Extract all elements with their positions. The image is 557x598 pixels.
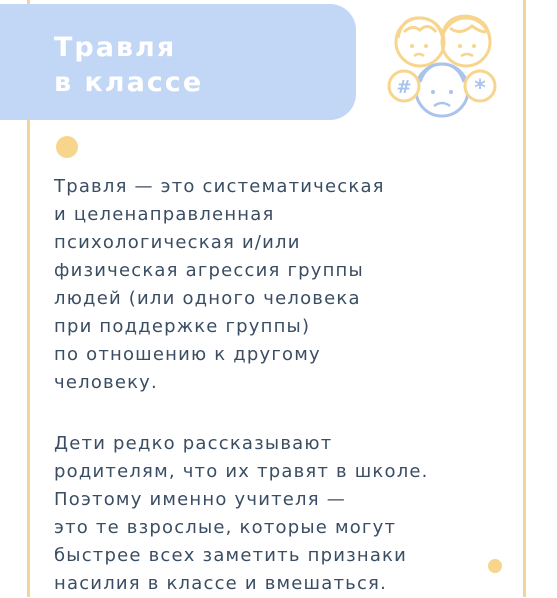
asterisk-bubble-icon bbox=[465, 71, 495, 101]
text-line: психологическая и/или bbox=[54, 232, 301, 253]
text-line: людей (или одного человека bbox=[54, 288, 361, 309]
decorative-dot-bottom bbox=[488, 559, 502, 573]
title-line: Травля bbox=[54, 32, 177, 63]
hash-symbol: # bbox=[396, 77, 412, 98]
text-line: Дети редко рассказывают bbox=[54, 433, 333, 454]
left-child-face-icon bbox=[396, 18, 444, 66]
sad-child-face-icon bbox=[416, 64, 468, 116]
asterisk-symbol: * bbox=[474, 76, 486, 101]
right-border-line bbox=[523, 0, 526, 597]
text-line: это те взрослые, которые могут bbox=[54, 517, 397, 538]
text-line: родителям, что их травят в школе. bbox=[54, 461, 429, 482]
text-line: Травля — это систематическая bbox=[54, 176, 385, 197]
page-title bbox=[54, 30, 203, 100]
hash-bubble-icon bbox=[389, 71, 419, 101]
right-child-face-icon bbox=[442, 16, 490, 66]
title-line: в классе bbox=[54, 67, 204, 98]
decorative-dot-top bbox=[56, 136, 78, 158]
text-line: и целенаправленная bbox=[54, 204, 275, 225]
text-line: физическая агрессия группы bbox=[54, 260, 364, 281]
text-line: насилия в классе и вмешаться. bbox=[54, 573, 387, 594]
title-banner bbox=[0, 4, 356, 120]
children-faces-icon bbox=[380, 2, 504, 126]
text-line: при поддержке группы) bbox=[54, 316, 311, 337]
text-line: Поэтому именно учителя — bbox=[54, 489, 346, 510]
text-line: человеку. bbox=[54, 372, 158, 393]
text-line: по отношению к другому bbox=[54, 344, 321, 365]
teachers-paragraph bbox=[54, 430, 429, 598]
definition-paragraph bbox=[54, 173, 385, 397]
text-line: быстрее всех заметить признаки bbox=[54, 545, 408, 566]
